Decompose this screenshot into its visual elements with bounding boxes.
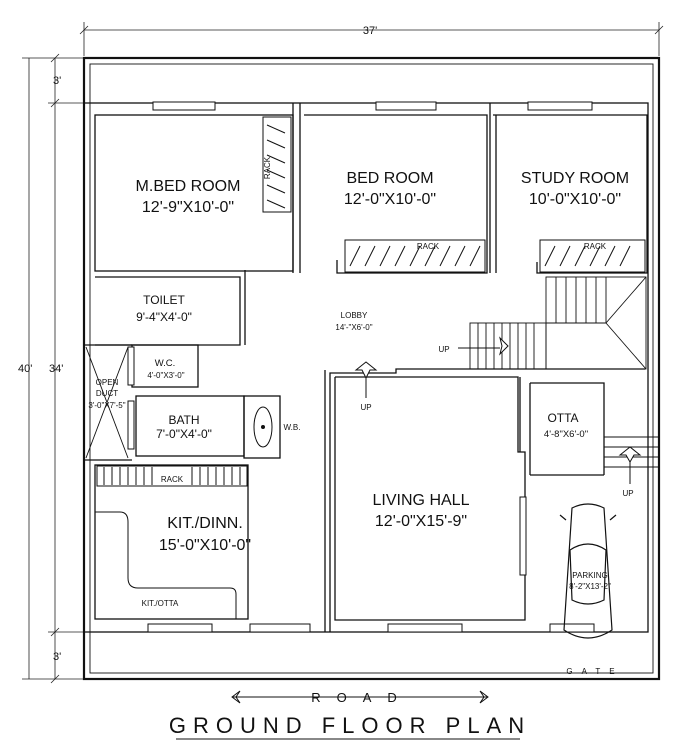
up-label-gate: UP [622, 489, 634, 498]
room-name-wc: W.C. [154, 358, 176, 369]
room-size-living: 12'-0"X15'-9" [374, 513, 468, 530]
room-size-bath: 7'-0"X4'-0" [156, 427, 212, 441]
plan-title: GROUND FLOOR PLAN [168, 713, 532, 738]
mbed-rack-label: RACK [263, 156, 272, 180]
kitchen-otta-label: KIT./OTTA [141, 599, 179, 608]
room-name-otta: OTTA [547, 411, 579, 425]
duct-label-line2: DUCT [95, 389, 119, 398]
dim-height-total: 40' [18, 363, 33, 375]
room-name-lobby: LOBBY [340, 311, 368, 320]
room-size-wc: 4'-0"X3'-0" [147, 371, 185, 380]
dim-top-setback: 3' [53, 75, 62, 87]
dim-width-total: 37' [362, 25, 378, 37]
bed-rack-label: RACK [416, 242, 440, 251]
up-label-lobby: UP [438, 345, 450, 354]
room-name-living: LIVING HALL [372, 492, 470, 509]
room-size-toilet: 9'-4"X4'-0" [136, 310, 192, 324]
up-arrows [356, 338, 640, 484]
room-name-mbed: M.BED ROOM [135, 178, 241, 195]
dim-middle: 34' [49, 363, 64, 375]
duct-label-line1: OPEN [95, 378, 119, 387]
room-name-study: STUDY ROOM [520, 170, 630, 187]
room-size-bed: 12'-0"X10'-0" [343, 191, 437, 208]
gate-label: GATE [566, 667, 624, 676]
parking-label: PARKING [572, 571, 608, 580]
room-size-study: 10'-0"X10'-0" [528, 191, 622, 208]
wash-basin-label: W.B. [283, 423, 301, 432]
room-name-kitchen: KIT./DINN. [167, 515, 243, 532]
kitchen-rack-label: RACK [160, 475, 184, 484]
room-name-bed: BED ROOM [346, 170, 434, 187]
parking-size: 8'-2"X13'-2" [569, 582, 611, 591]
room-size-mbed: 12'-9"X10'-0" [141, 199, 235, 216]
room-labels [88, 156, 633, 676]
wash-basin [254, 407, 272, 447]
room-size-kitchen: 15'-0"X10'-0" [158, 537, 252, 554]
road-label: ROAD [311, 690, 413, 705]
room-name-toilet: TOILET [143, 293, 185, 307]
study-rack-label: RACK [583, 242, 607, 251]
room-name-bath: BATH [168, 413, 200, 427]
up-label-main: UP [360, 403, 372, 412]
dim-bottom-setback: 3' [53, 651, 62, 663]
room-size-lobby: 14'-"X6'-0" [335, 323, 373, 332]
room-size-otta: 4'-8"X6'-0" [543, 429, 589, 440]
duct-size: 3'-0"X7'-5" [88, 401, 126, 410]
